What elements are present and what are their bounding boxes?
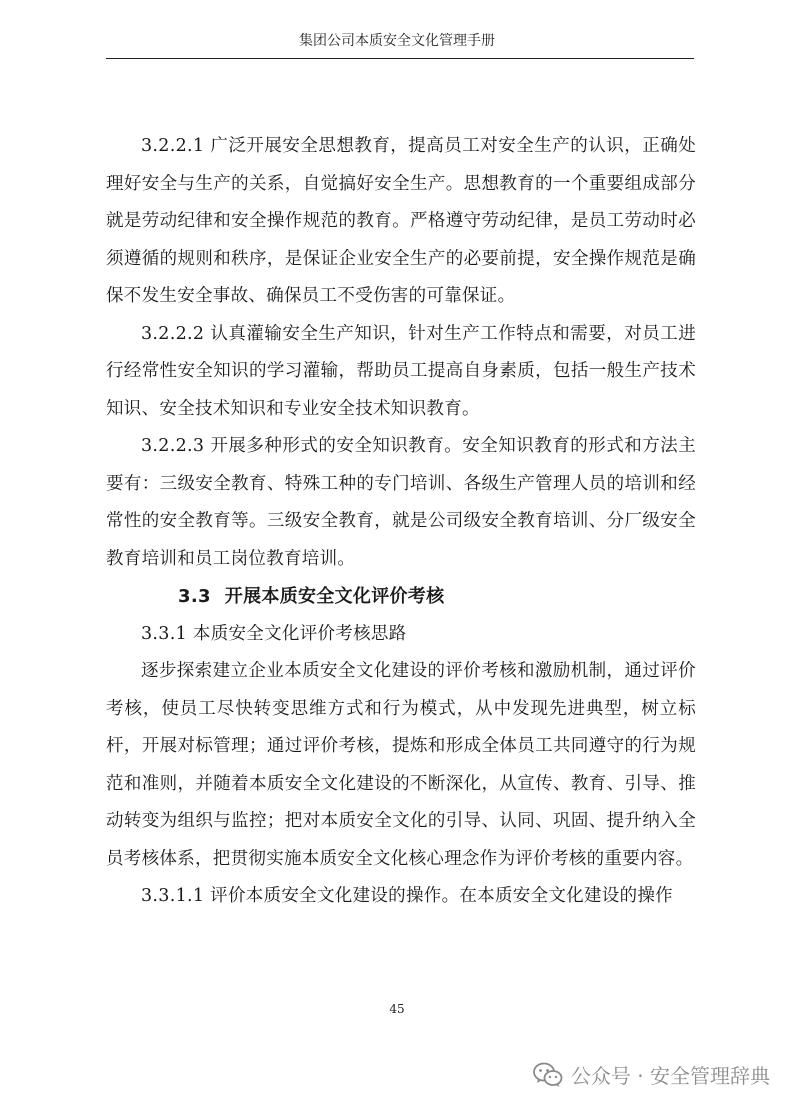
subsection-heading-3-3-1: 3.3.1 本质安全文化评价考核思路	[141, 623, 407, 644]
document-body	[106, 128, 696, 916]
paragraph-3-2-2-1: 3.2.2.1 广泛开展安全思想教育，提高员工对安全生产的认识，正确处理好安全与生产的关系，自觉搞好安全生产。思想教育的一个重要组成部分就是劳动纪律和安全操作规范的教育。严格遵守劳动纪律，是员工劳动时必须遵循的规则和秩序，是保证企业安全生产的必要前提，安全操作规范是确保不发生安全事故、确保员工不受伤害的可靠保证。	[106, 136, 696, 306]
page-number: 45	[389, 1002, 405, 1016]
watermark	[533, 1060, 770, 1089]
watermark-text: 公众号 · 安全管理辞典	[570, 1064, 770, 1088]
section-number: 3.3	[178, 586, 211, 607]
paragraph-3-2-2-3: 3.2.2.3 开展多种形式的安全知识教育。安全知识教育的形式和方法主要有：三级安全教育、特殊工种的专门培训、各级生产管理人员的培训和经常性的安全教育等。三级安全教育，就是公司级安全教育培训、分厂级安全教育培训和员工岗位教育培训。	[106, 436, 696, 569]
paragraph-3-2-2-2: 3.2.2.2 认真灌输安全生产知识，针对生产工作特点和需要，对员工进行经常性安全知识的学习灌输，帮助员工提高自身素质，包括一般生产技术知识、安全技术知识和专业安全技术知识教育。	[106, 323, 696, 419]
section-title: 开展本质安全文化评价考核	[224, 586, 445, 607]
page-header: 集团公司本质安全文化管理手册	[299, 33, 495, 49]
header-divider	[106, 58, 694, 59]
paragraph-evaluation-approach: 逐步探索建立企业本质安全文化建设的评价考核和激励机制，通过评价考核，使员工尽快转变思维方式和行为模式，从中发现先进典型，树立标杆，开展对标管理；通过评价考核，提炼和形成全体员工共同遵守的行为规范和准则，并随着本质安全文化建设的不断深化，从宣传、教育、引导、推动转变为组织与监控；把对本质安全文化的引导、认同、巩固、提升纳入全员考核体系，把贯彻实施本质安全文化核心理念作为评价考核的重要内容。	[106, 661, 696, 869]
paragraph-3-3-1-1: 3.3.1.1 评价本质安全文化建设的操作。在本质安全文化建设的操作	[141, 886, 673, 906]
section-heading	[106, 578, 696, 616]
wechat-icon	[533, 1062, 563, 1088]
